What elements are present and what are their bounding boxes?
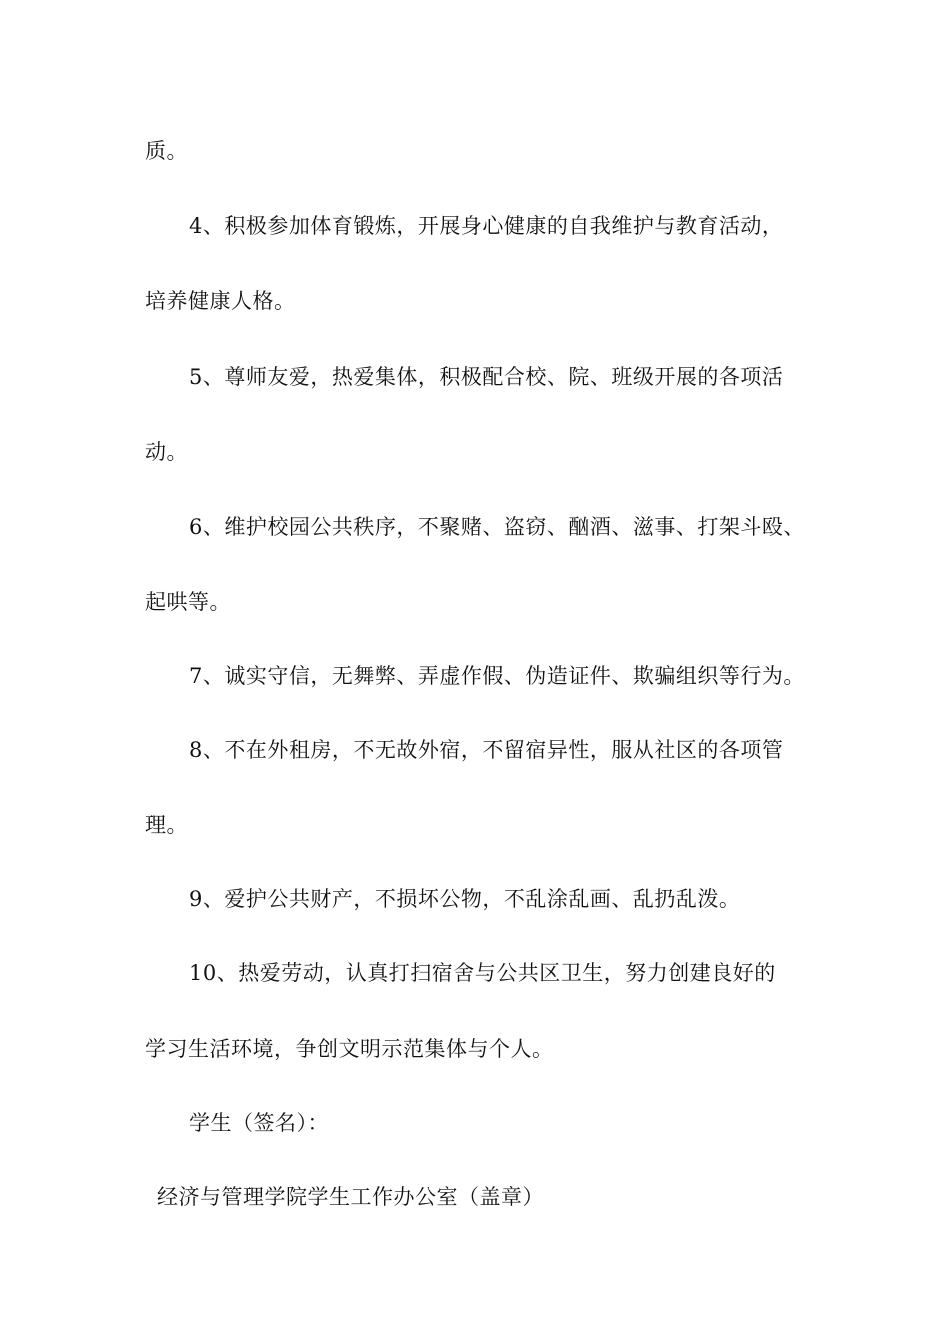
text-line: 理。 <box>145 813 188 837</box>
rule-item-6: 6、维护校园公共秩序，不聚赌、盗窃、酗酒、滋事、打架斗殴、 <box>189 515 805 539</box>
rule-item-9: 9、爱护公共财产，不损坏公物，不乱涂乱画、乱扔乱泼。 <box>189 887 741 911</box>
rule-item-7: 7、诚实守信，无舞弊、弄虚作假、伪造证件、欺骗组织等行为。 <box>189 664 805 688</box>
text-line: 学习生活环境，争创文明示范集体与个人。 <box>145 1037 554 1061</box>
text-line: 动。 <box>145 440 188 464</box>
rule-item-5: 5、尊师友爱，热爱集体，积极配合校、院、班级开展的各项活 <box>189 365 784 389</box>
text-line: 质。 <box>145 139 188 163</box>
rule-item-8: 8、不在外租房，不无故外宿，不留宿异性，服从社区的各项管 <box>189 738 784 762</box>
office-seal-label: 经济与管理学院学生工作办公室（盖章） <box>157 1185 544 1209</box>
student-signature-label: 学生（签名）： <box>189 1111 329 1135</box>
rule-item-10: 10、热爱劳动，认真打扫宿舍与公共区卫生，努力创建良好的 <box>189 961 776 985</box>
text-line: 起哄等。 <box>145 590 231 614</box>
text-line: 培养健康人格。 <box>145 289 296 313</box>
rule-item-4: 4、积极参加体育锻炼，开展身心健康的自我维护与教育活动， <box>189 214 784 238</box>
